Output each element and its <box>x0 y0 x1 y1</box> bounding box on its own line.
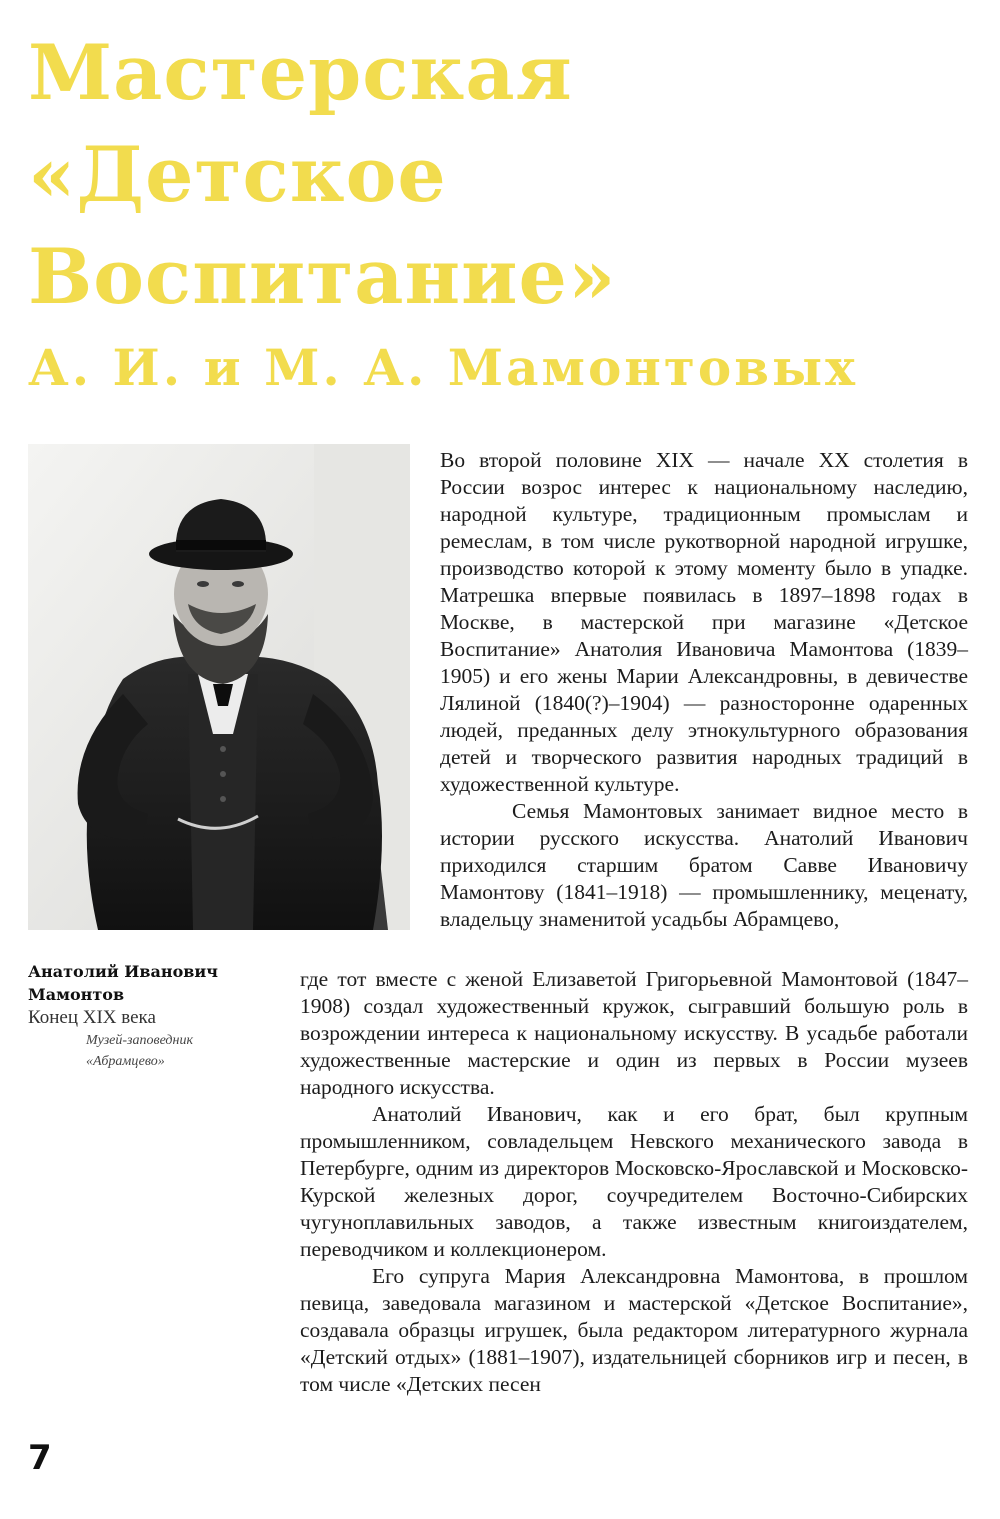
title-line-3: Воспитание» <box>28 232 617 321</box>
paragraph-4: Его супруга Мария Александровна Мамонтова, в прошлом певица, заведовала магазином и мастерской «Детское Воспитание», создавала образцы игрушек, была редактором литературного журнала «Детский отдых» (1881–1907), издательницей сборников игр и песен, в том числе «Детских песен <box>300 1264 968 1396</box>
caption-date: Конец XIX века <box>28 1007 156 1028</box>
body-text-column-lower <box>300 966 968 1398</box>
caption-name-line-2: Мамонтов <box>28 985 125 1004</box>
body-text-column-upper <box>440 447 968 933</box>
portrait-illustration <box>28 444 410 930</box>
paragraph-3: Анатолий Иванович, как и его брат, был крупным промышленником, совладельцем Невского механического завода в Петербурге, одним из директоров Московско-Ярославской и Московско-Курской железных дорог, соучредителем Восточно-Сибирских чугуноплавильных заводов, а также известным книгоиздателем, переводчиком и коллекционером. <box>300 1102 968 1261</box>
page-number: 7 <box>28 1438 52 1478</box>
title-line-1: Мастерская <box>28 28 573 117</box>
portrait-photo <box>28 444 410 930</box>
title-subtitle: А. И. и М. А. Мамонтовых <box>28 338 858 397</box>
caption-name-line-1: Анатолий Иванович <box>28 962 218 981</box>
title-line-2: «Детское <box>28 130 447 219</box>
caption-museum-line-1: Музей-заповедник <box>86 1033 194 1048</box>
paragraph-2-start: Семья Мамонтовых занимает видное место в истории русского искусства. Анатолий Иванович приходился старшим братом Савве Ивановичу Мамонтову (1841–1918) — промышленнику, меценату, владельцу знаменитой усадьбы Абрамцево, <box>440 799 968 931</box>
paragraph-2-end: где тот вместе с женой Елизаветой Григорьевной Мамонтовой (1847–1908) создал художественный кружок, сыгравший большую роль в возрождении интереса к национальному искусству. В усадьбе работали художественные мастерские и один из первых в России музеев народного искусства. <box>300 967 968 1099</box>
paragraph-1: Во второй половине XIX — начале XX столетия в России возрос интерес к национальному наследию, народной культуре, традиционным промыслам и ремеслам, в том числе рукотворной народной игрушке, производство которой к этому моменту было в упадке. Матрешка впервые появилась в 1897–1898 годах в Москве, в мастерской при магазине «Детское Воспитание» Анатолия Ивановича Мамонтова (1839–1905) и его жены Марии Александровны, в девичестве Лялиной (1840(?)–1904) — разносторонне одаренных людей, преданных делу этнокультурного образования детей и творческого развития народных традиций в художественной культуре. <box>440 448 968 796</box>
article-title <box>28 22 978 398</box>
photo-caption <box>28 960 288 1071</box>
caption-museum-line-2: «Абрамцево» <box>86 1054 165 1069</box>
